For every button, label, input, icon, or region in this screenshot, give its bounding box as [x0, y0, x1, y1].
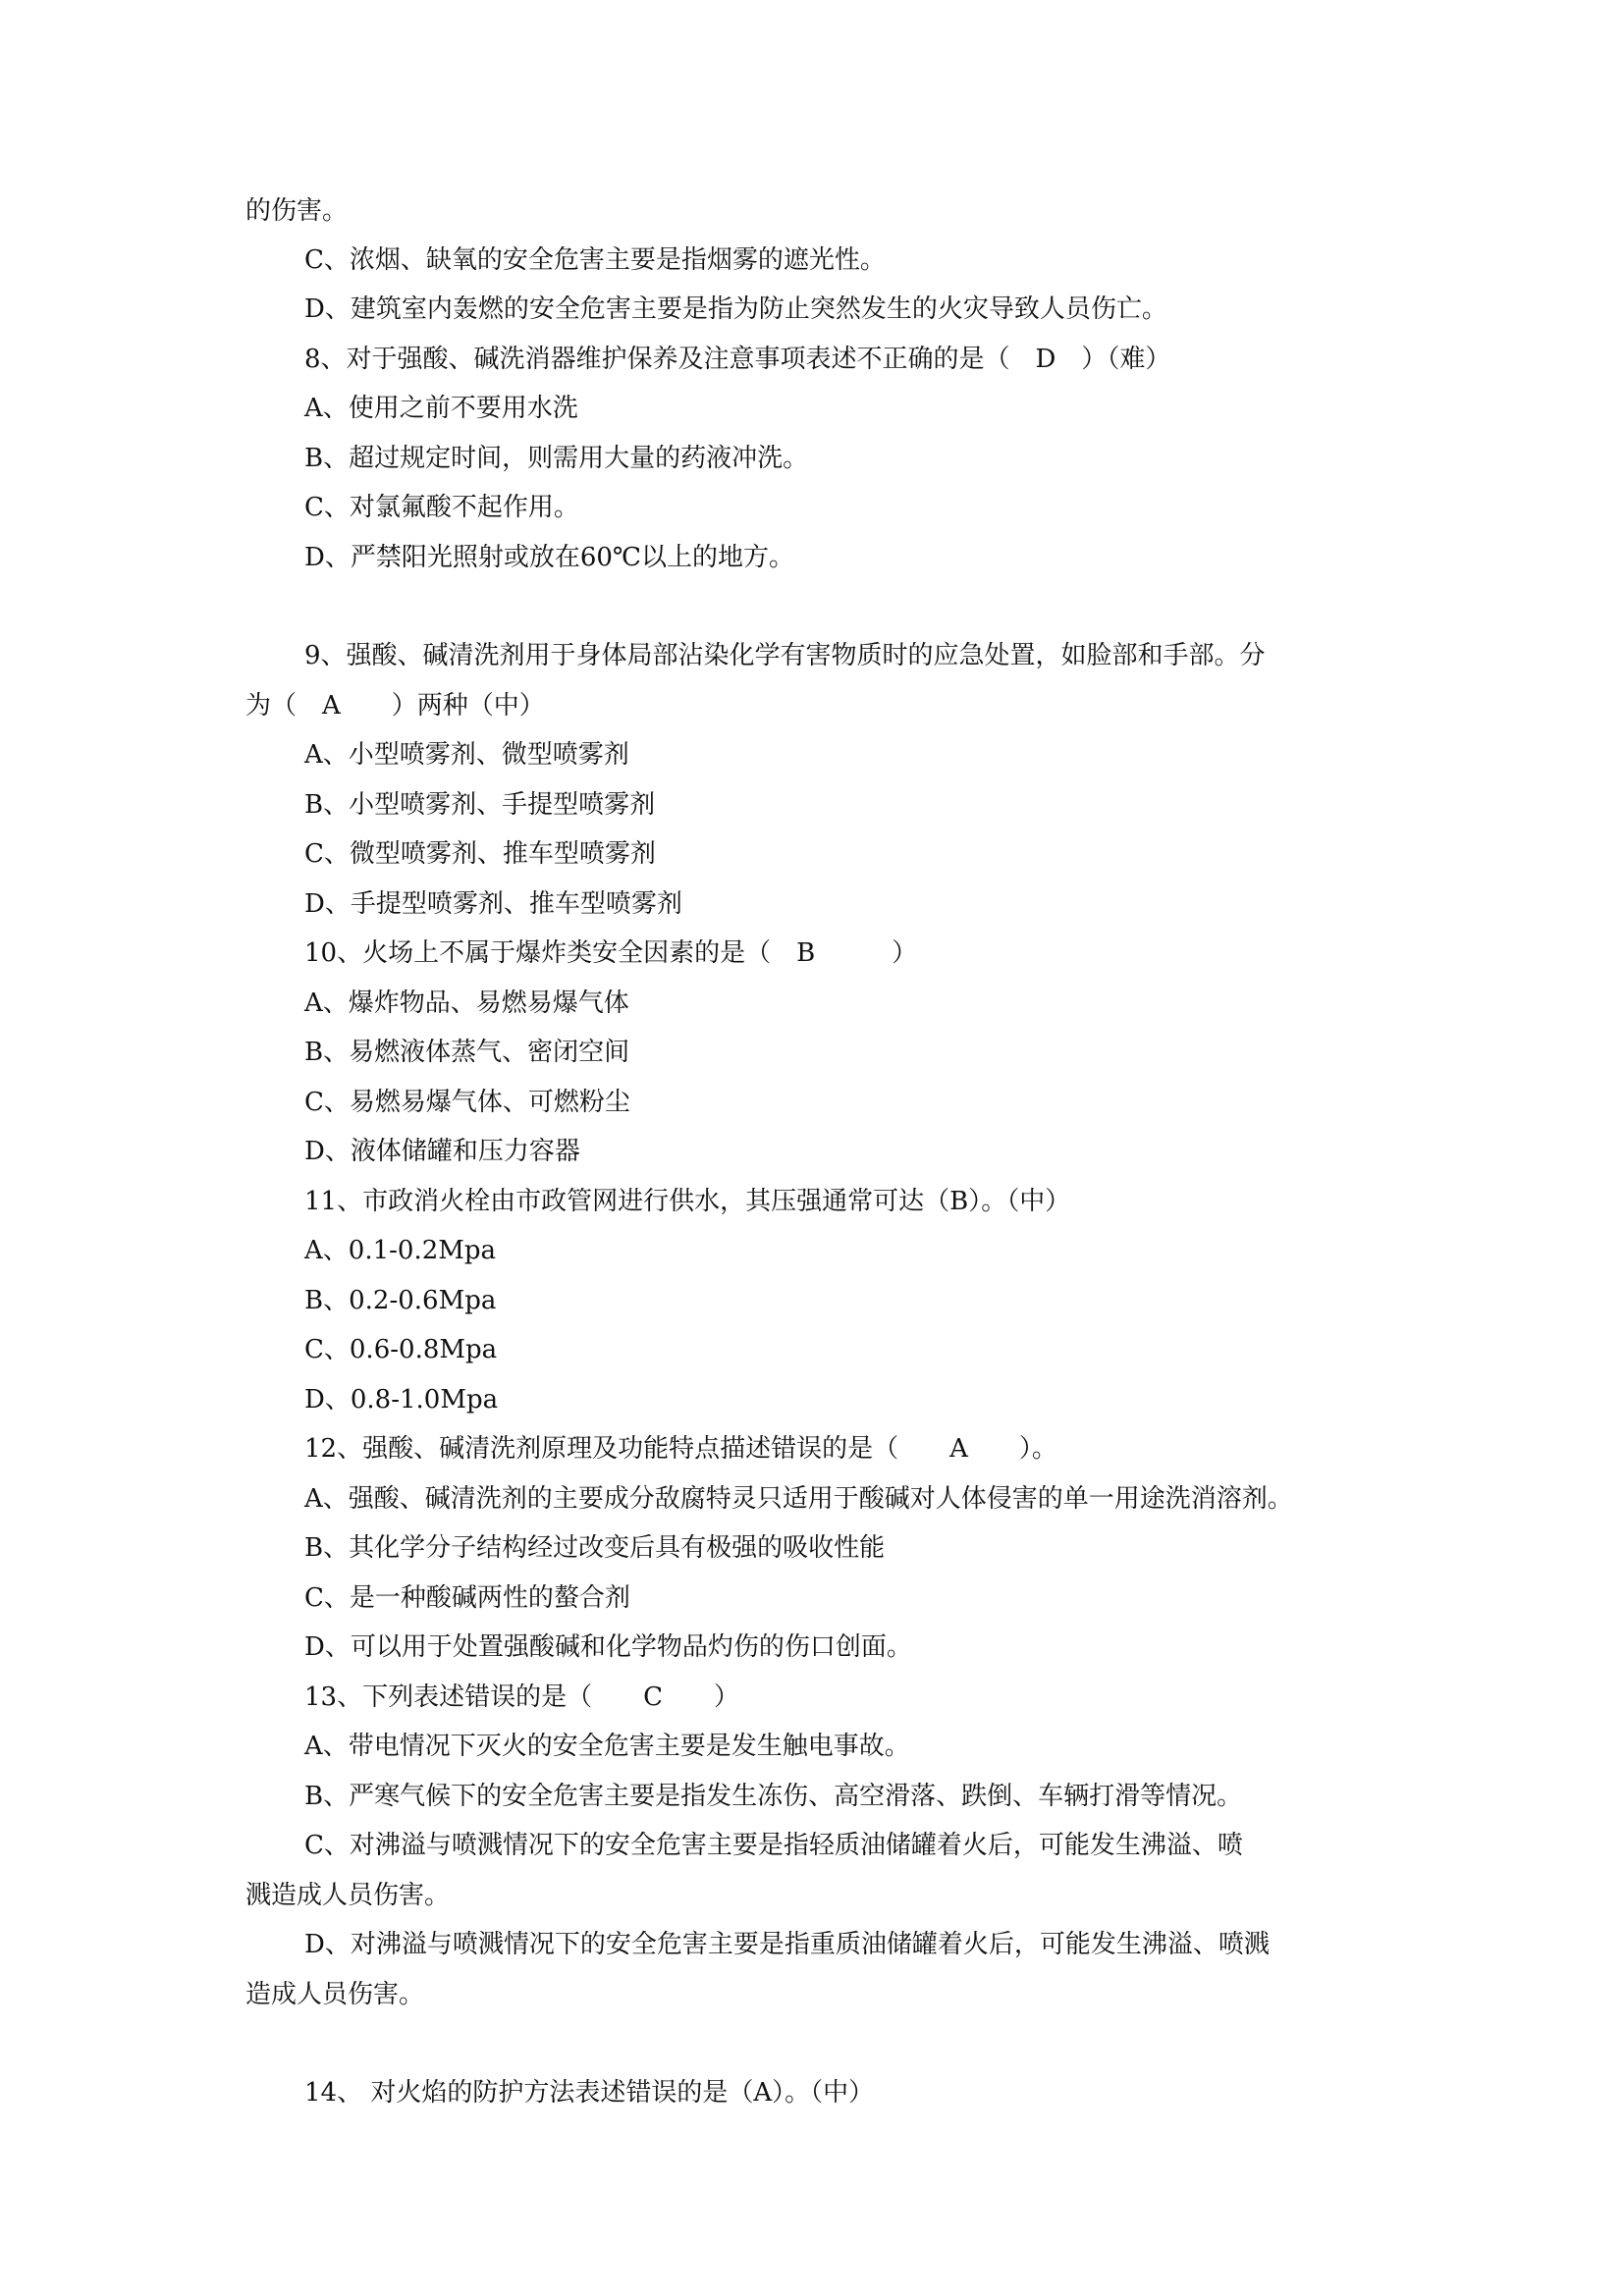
- option-line: C、0.6-0.8Mpa: [304, 1335, 498, 1364]
- option-line: C、易燃易爆气体、可燃粉尘: [304, 1088, 630, 1117]
- option-line: D、对沸溢与喷溅情况下的安全危害主要是指重质油储罐着火后，可能发生沸溢、喷溅: [304, 1930, 1270, 1959]
- option-line-continuation: 造成人员伤害。: [245, 1980, 425, 2009]
- option-line: B、易燃液体蒸气、密闭空间: [304, 1038, 630, 1067]
- option-line: B、超过规定时间，则需用大量的药液冲洗。: [304, 444, 809, 473]
- question-line: 11、市政消火栓由市政管网进行供水，其压强通常可达（B）。（中）: [304, 1187, 1071, 1216]
- option-line: A、爆炸物品、易燃易爆气体: [304, 988, 629, 1018]
- option-line: C、微型喷雾剂、推车型喷雾剂: [304, 839, 656, 869]
- option-line: D、严禁阳光照射或放在60℃以上的地方。: [304, 543, 795, 572]
- option-line: A、带电情况下灭火的安全危害主要是发生触电事故。: [304, 1732, 910, 1761]
- text-line-continuation: 的伤害。: [245, 196, 349, 226]
- question-line: 8、对于强酸、碱洗消器维护保养及注意事项表述不正确的是（ D ）（难）: [304, 345, 1171, 374]
- question-line: 13、下列表述错误的是（ C ）: [304, 1682, 739, 1712]
- option-line: D、手提型喷雾剂、推车型喷雾剂: [304, 889, 682, 919]
- option-line: B、0.2-0.6Mpa: [304, 1286, 497, 1315]
- option-line: D、液体储罐和压力容器: [304, 1137, 580, 1166]
- option-line: C、浓烟、缺氧的安全危害主要是指烟雾的遮光性。: [304, 245, 886, 275]
- option-line: C、对沸溢与喷溅情况下的安全危害主要是指轻质油储罐着火后，可能发生沸溢、喷: [304, 1831, 1243, 1860]
- option-line-continuation: 溅造成人员伤害。: [245, 1881, 451, 1910]
- option-line: C、对氯氟酸不起作用。: [304, 493, 579, 522]
- option-line: D、0.8-1.0Mpa: [304, 1385, 499, 1415]
- option-line: B、小型喷雾剂、手提型喷雾剂: [304, 790, 656, 820]
- option-line: A、使用之前不要用水洗: [304, 394, 578, 423]
- option-line: D、建筑室内轰燃的安全危害主要是指为防止突然发生的火灾导致人员伤亡。: [304, 294, 1167, 324]
- question-line: 12、强酸、碱清洗剂原理及功能特点描述错误的是（ A ）。: [304, 1434, 1057, 1464]
- option-line: A、0.1-0.2Mpa: [304, 1236, 497, 1265]
- option-line: D、可以用于处置强酸碱和化学物品灼伤的伤口创面。: [304, 1632, 912, 1662]
- question-line: 10、火场上不属于爆炸类安全因素的是（ B ）: [304, 938, 918, 968]
- option-line: A、小型喷雾剂、微型喷雾剂: [304, 740, 629, 770]
- question-line-continuation: 为（ A ）两种（中）: [245, 691, 545, 721]
- question-line: 14、 对火焰的防护方法表述错误的是（A）。（中）: [304, 2078, 875, 2108]
- option-line: B、其化学分子结构经过改变后具有极强的吸收性能: [304, 1533, 886, 1563]
- option-line: A、强酸、碱清洗剂的主要成分敌腐特灵只适用于酸碱对人体侵害的单一用途洗消溶剂。: [304, 1484, 1293, 1514]
- question-line: 9、强酸、碱清洗剂用于身体局部沾染化学有害物质时的应急处置，如脸部和手部。分: [304, 641, 1266, 670]
- option-line: C、是一种酸碱两性的螯合剂: [304, 1583, 630, 1613]
- option-line: B、严寒气候下的安全危害主要是指发生冻伤、高空滑落、跌倒、车辆打滑等情况。: [304, 1782, 1243, 1811]
